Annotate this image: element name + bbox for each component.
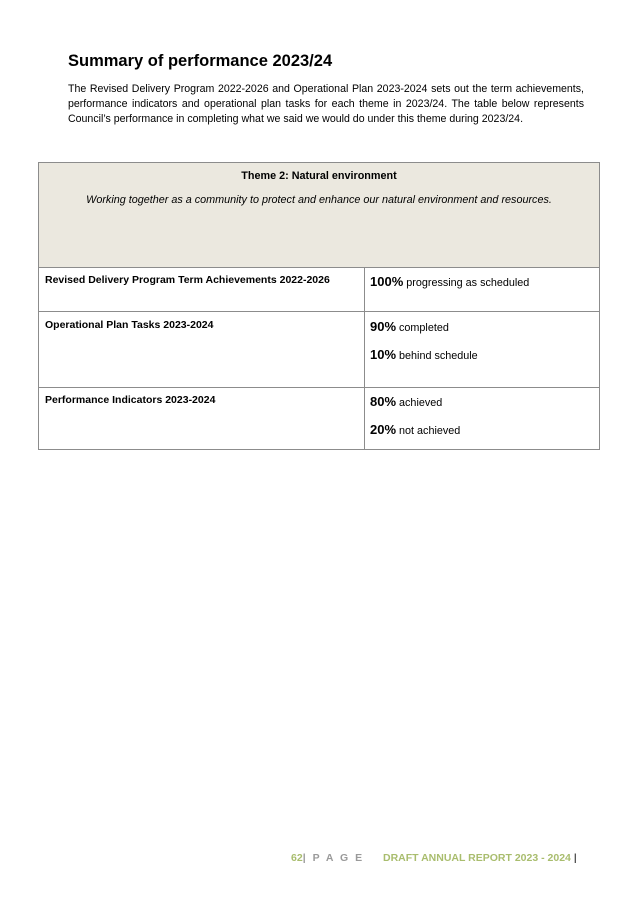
value-percent: 90% (370, 319, 397, 334)
page-number: 62 (291, 852, 303, 864)
value-text: achieved (399, 397, 443, 409)
cell-divider (364, 312, 365, 387)
cell-divider (364, 387, 365, 449)
row-value (370, 347, 478, 362)
value-text: progressing as scheduled (406, 277, 530, 289)
value-text: not achieved (399, 425, 461, 437)
row-value (370, 319, 449, 334)
value-percent: 100% (370, 274, 404, 289)
page-heading: Summary of performance 2023/24 (68, 52, 333, 70)
page-word: P A G E (312, 852, 365, 864)
value-percent: 80% (370, 394, 397, 409)
theme-header-cell (38, 162, 600, 268)
value-text: completed (399, 322, 449, 334)
intro-paragraph: The Revised Delivery Program 2022-2026 and Operational Plan 2023-2024 sets out the term achievements, performance indicators and operational plan tasks for each theme in 2023/24. The table below represents Council’s performance in completing what we said we would do under this theme during 2023/24. (68, 83, 584, 125)
row-label: Operational Plan Tasks 2023-2024 (45, 319, 214, 331)
footer-report-title (383, 852, 577, 864)
row-label: Revised Delivery Program Term Achievements 2022-2026 (45, 274, 330, 286)
page-separator: | (302, 852, 308, 864)
report-separator: | (573, 852, 577, 864)
table-row-performance-indicators (38, 387, 600, 450)
footer-page-number (291, 852, 364, 864)
cell-divider (364, 267, 365, 311)
row-value (370, 274, 529, 289)
row-value (370, 422, 460, 437)
table-row-operational-tasks (38, 312, 600, 388)
value-percent: 20% (370, 422, 397, 437)
value-text: behind schedule (399, 350, 478, 362)
theme-title: Theme 2: Natural environment (241, 170, 397, 182)
report-title: DRAFT ANNUAL REPORT 2023 - 2024 (383, 852, 571, 864)
row-label: Performance Indicators 2023-2024 (45, 394, 216, 406)
table-row-term-achievements (38, 267, 600, 312)
theme-description: Working together as a community to protect and enhance our natural environment and resources. (86, 194, 552, 206)
value-percent: 10% (370, 347, 397, 362)
row-value (370, 394, 442, 409)
